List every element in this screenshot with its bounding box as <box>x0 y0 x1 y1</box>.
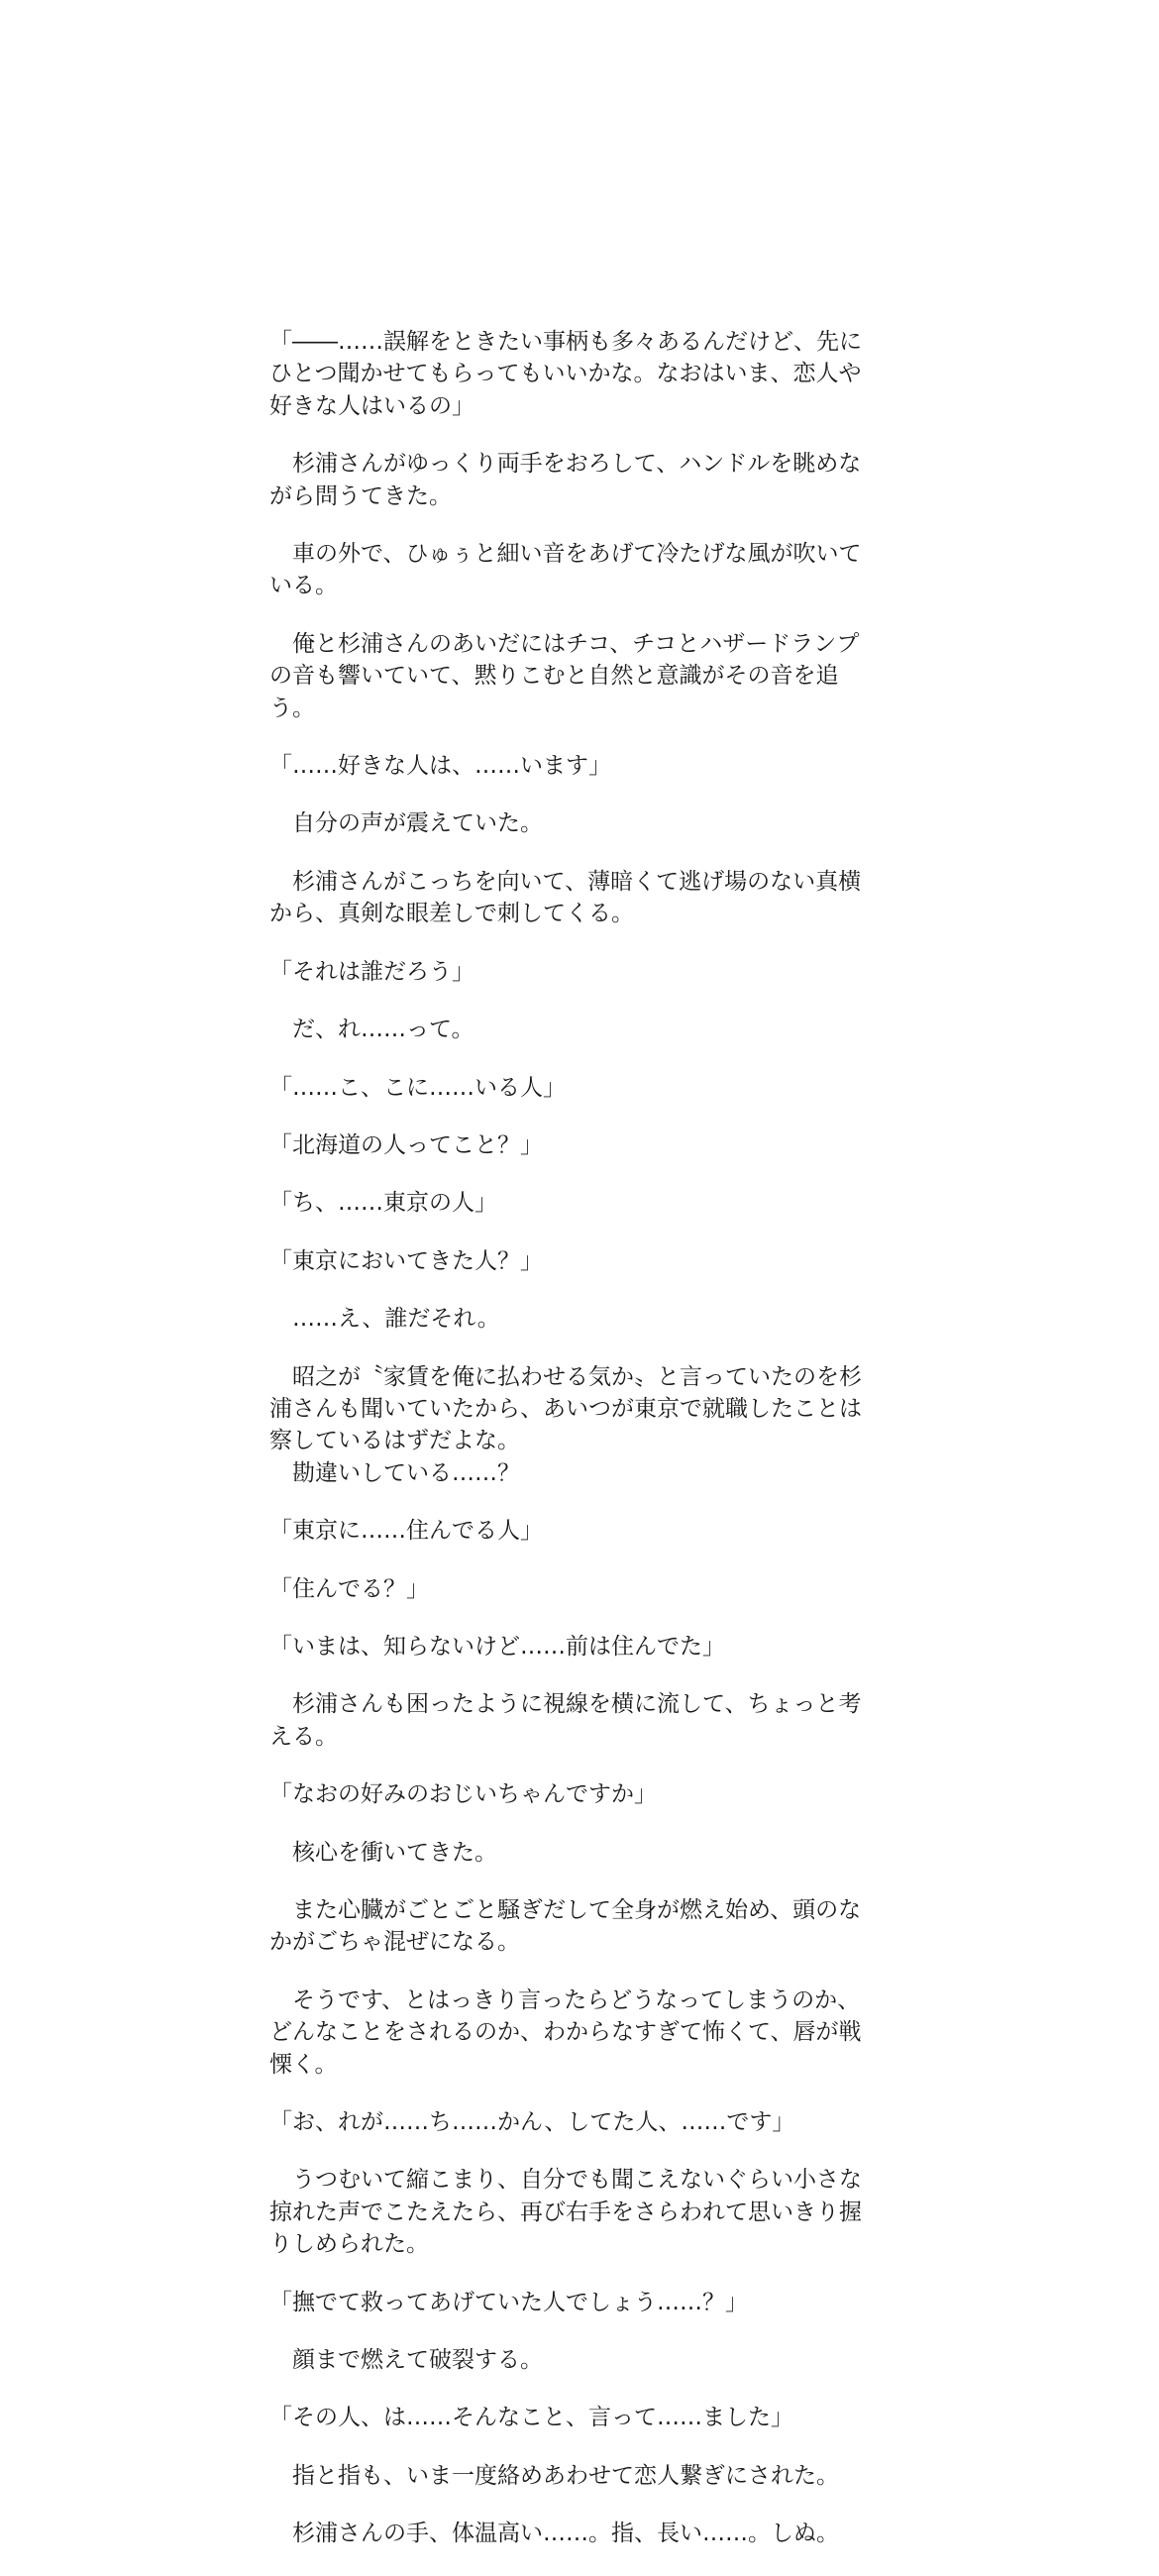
reader-page[interactable] <box>269 0 880 2547</box>
paragraph-29: 「その人、は……そんなこと、言って……ました」 <box>269 2405 793 2431</box>
paragraph-2: 杉浦さんがゆっくり両手をおろして、ハンドルを眺めながら問うてきた。 <box>269 451 862 509</box>
story-text <box>269 326 880 2576</box>
paragraph-31: 杉浦さんの手、体温高い……。指、長い……。しぬ。 <box>269 2521 839 2547</box>
paragraph-15: 昭之が〝家賃を俺に払わせる気か〟と言っていたのを杉浦さんも聞いていたから、あいつが東京で就職したことは察しているはずだよな。 <box>269 1363 862 1454</box>
paragraph-18: 「住んでる？」 <box>269 1575 429 1602</box>
paragraph-7: 杉浦さんがこっちを向いて、薄暗くて逃げ場のない真横から、真剣な眼差しで刺してくる。 <box>269 868 862 927</box>
paragraph-14: ……え、誰だそれ。 <box>269 1306 500 1333</box>
paragraph-5: 「……好きな人は、……います」 <box>269 753 611 780</box>
paragraph-9: だ、れ……って。 <box>269 1017 474 1043</box>
paragraph-6: 自分の声が震えていた。 <box>269 810 543 837</box>
paragraph-13: 「東京においてきた人？」 <box>269 1247 543 1274</box>
paragraph-11: 「北海道の人ってこと？」 <box>269 1131 543 1158</box>
paragraph-4: 俺と杉浦さんのあいだにはチコ、チコとハザードランプの音も響いていて、黙りこむと自然と意識がその音を追う。 <box>269 630 860 721</box>
paragraph-27: 「撫でて救ってあげていた人でしょう……？」 <box>269 2289 748 2315</box>
paragraph-30: 指と指も、いま一度絡めあわせて恋人繋ぎにされた。 <box>269 2462 839 2489</box>
paragraph-1: 「――……誤解をときたい事柄も多々あるんだけど、先にひとつ聞かせてもらってもいいかな。なおはいま、恋人や好きな人はいるの」 <box>269 329 862 419</box>
paragraph-10: 「……こ、こに……いる人」 <box>269 1074 566 1101</box>
paragraph-22: 核心を衝いてきた。 <box>269 1839 497 1866</box>
paragraph-8: 「それは誰だろう」 <box>269 958 474 985</box>
paragraph-21: 「なおの好みのおじいちゃんですか」 <box>269 1781 657 1808</box>
paragraph-24: そうです、とはっきり言ったらどうなってしまうのか、どんなことをされるのか、わからなすぎて怖くて、唇が戦慄く。 <box>269 1986 862 2078</box>
paragraph-25: 「お、れが……ち……かん、してた人、……です」 <box>269 2109 795 2136</box>
paragraph-17: 「東京に……住んでる人」 <box>269 1518 543 1545</box>
paragraph-28: 顔まで燃えて破裂する。 <box>269 2347 543 2374</box>
paragraph-3: 車の外で、ひゅぅと細い音をあげて冷たげな風が吹いている。 <box>269 541 862 599</box>
paragraph-16: 勘違いしている……？ <box>269 1459 520 1486</box>
paragraph-23: また心臓がごとごと騒ぎだして全身が燃え始め、頭のなかがごちゃ混ぜになる。 <box>269 1897 862 1956</box>
paragraph-19: 「いまは、知らないけど……前は住んでた」 <box>269 1633 725 1660</box>
paragraph-26: うつむいて縮こまり、自分でも聞こえないぐらい小さな掠れた声でこたえたら、再び右手をさらわれて思いきり握りしめられた。 <box>269 2167 862 2258</box>
paragraph-12: 「ち、……東京の人」 <box>269 1190 497 1217</box>
paragraph-20: 杉浦さんも困ったように視線を横に流して、ちょっと考える。 <box>269 1691 862 1750</box>
